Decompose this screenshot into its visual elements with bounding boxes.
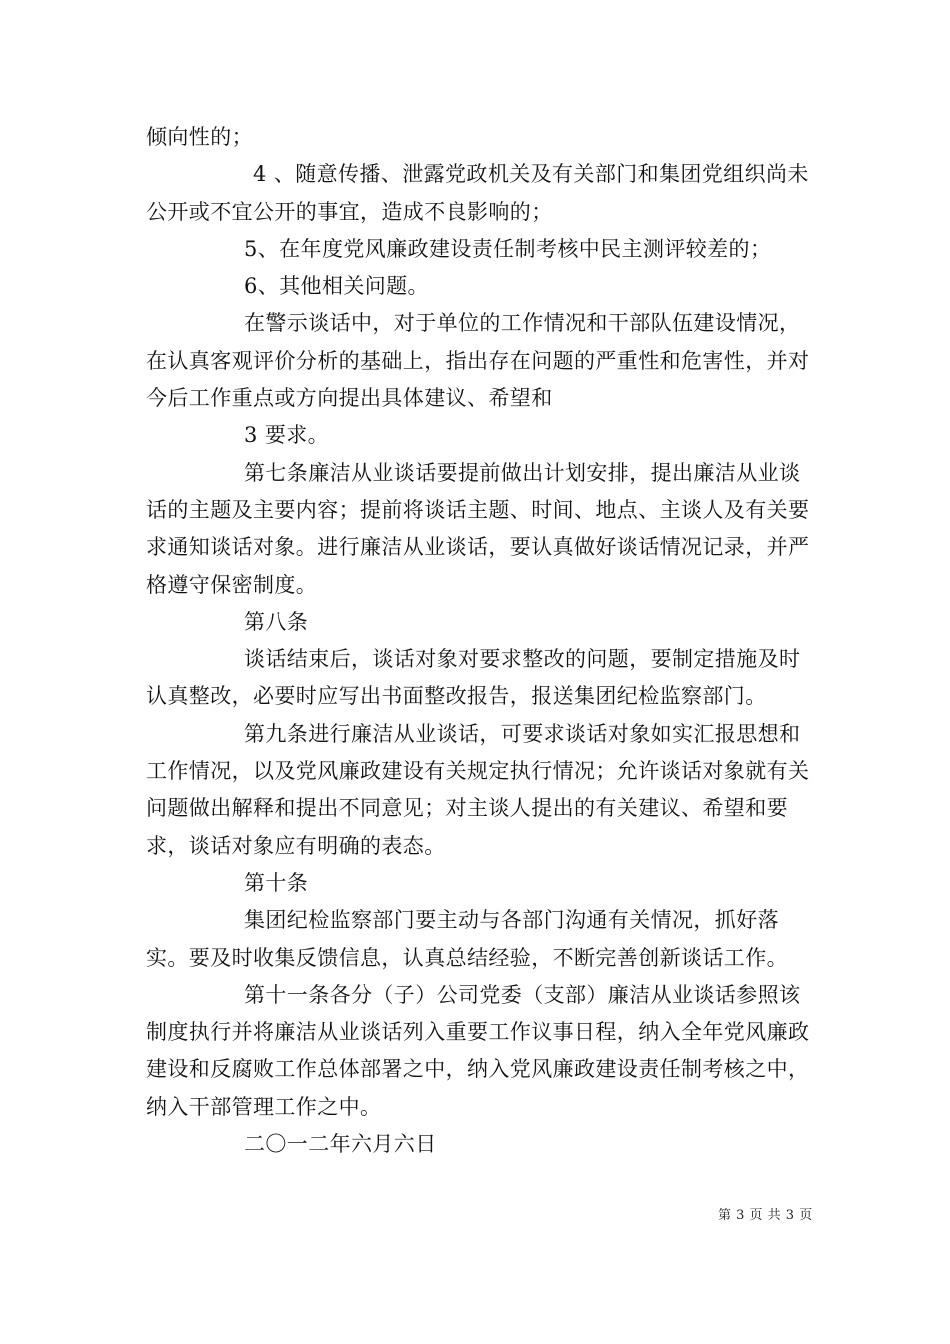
- paragraph-warning-talk: 在警示谈话中，对于单位的工作情况和干部队伍建设情况，在认真客观评价分析的基础上，指出存在问题的严重性和危害性，并对今后工作重点或方向提出具体建议、希望和: [146, 311, 810, 411]
- paragraph-continuation: 倾向性的；: [146, 125, 253, 149]
- paragraph-requirements: 3 要求。: [244, 423, 330, 448]
- paragraph-article-11: 第十一条各分（子）公司党委（支部）廉洁从业谈话参照该制度执行并将廉洁从业谈话列入重要工作议事日程，纳入全年党风廉政建设和反腐败工作总体部署之中，纳入党风廉政建设责任制考核之中，纳入干部管理工作之中。: [146, 982, 810, 1119]
- paragraph-article-8-body: 谈话结束后，谈话对象对要求整改的问题，要制定措施及时认真整改，必要时应写出书面整改报告，报送集团纪检监察部门。: [146, 647, 801, 709]
- paragraph-article-10-body: 集团纪检监察部门要主动与各部门沟通有关情况，抓好落实。要及时收集反馈信息，认真总结经验，不断完善创新谈话工作。: [146, 908, 788, 970]
- paragraph-item-5: 5、在年度党风廉政建设责任制考核中民主测评较差的；: [244, 236, 772, 261]
- page-number-footer: 第 3 页 共 3 页: [718, 1208, 813, 1223]
- paragraph-item-6: 6、其他相关问题。: [244, 274, 429, 299]
- paragraph-item-4: 4 、随意传播、泄露党政机关及有关部门和集团党组织尚未公开或不宜公开的事宜，造成不良影响的；: [146, 162, 809, 224]
- heading-article-8: 第八条: [244, 609, 309, 634]
- heading-article-10: 第十条: [244, 870, 309, 895]
- document-date: 二〇一二年六月六日: [244, 1132, 437, 1157]
- paragraph-article-9: 第九条进行廉洁从业谈话，可要求谈话对象如实汇报思想和工作情况，以及党风廉政建设有关规定执行情况；允许谈话对象就有关问题做出解释和提出不同意见；对主谈人提出的有关建议、希望和要求，谈话对象应有明确的表态。: [146, 721, 810, 858]
- document-body: [146, 119, 818, 1163]
- paragraph-article-7: 第七条廉洁从业谈话要提前做出计划安排，提出廉洁从业谈话的主题及主要内容；提前将谈话主题、时间、地点、主谈人及有关要求通知谈话对象。进行廉洁从业谈话，要认真做好谈话情况记录，并严格遵守保密制度。: [146, 460, 810, 597]
